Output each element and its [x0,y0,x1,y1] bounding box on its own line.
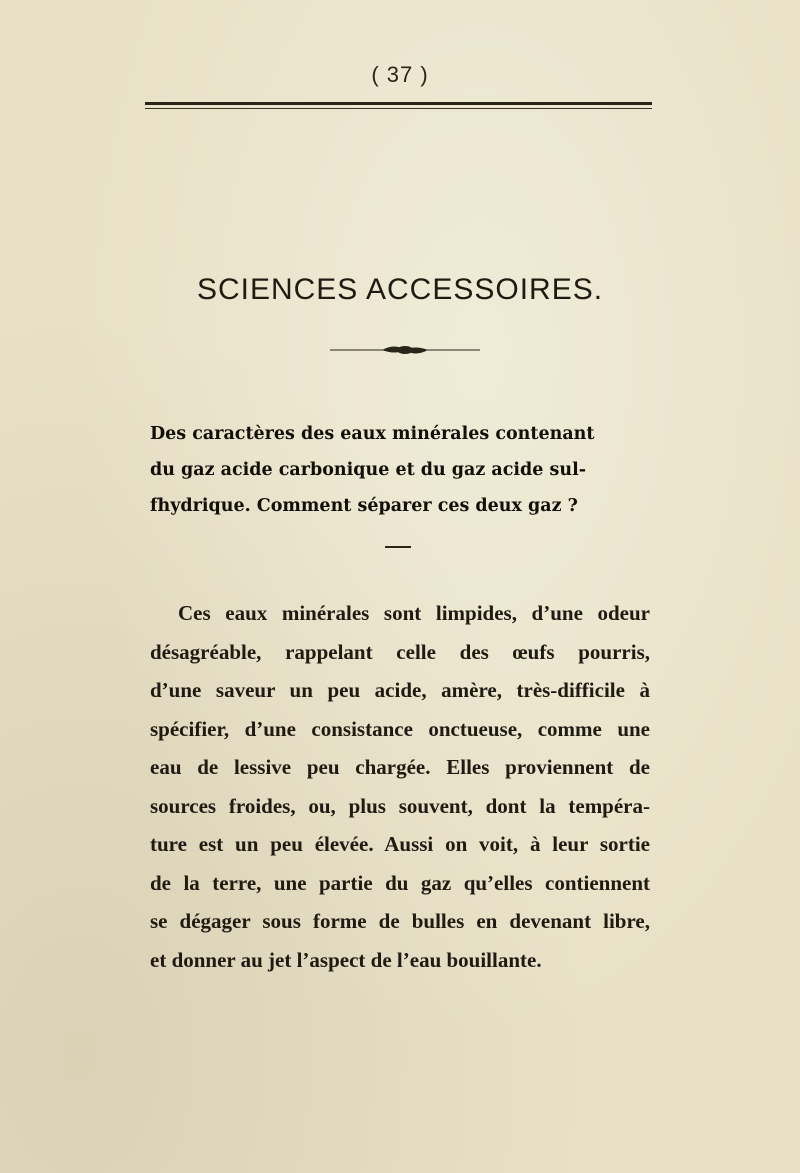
article-subtitle [150,416,650,524]
body-line: spécifier, d’une consistance onctueuse, comme une [150,716,650,741]
body-line: se dégager sous forme de bulles en devenant libre, [150,909,650,933]
ornament-divider [330,342,480,358]
body-line: désagréable, rappelant celle des œufs pourris, [150,639,650,664]
page-number: ( 37 ) [371,62,429,87]
body-line: Ces eaux minérales sont limpides, d’une odeur [178,601,650,625]
header-rule [145,102,652,105]
body-line: de la terre, une partie du gaz qu’elles contiennent [150,870,650,895]
section-title: SCIENCES ACCESSOIRES. [196,273,604,306]
body-line: eau de lessive peu chargée. Elles proviennent de [150,755,650,779]
subtitle-line: Des caractères des eaux minérales contenant [150,424,595,444]
short-dash-divider [385,546,411,548]
subtitle-line: du gaz acide carbonique et du gaz acide sul- [150,460,587,480]
body-line: et donner au jet l’aspect de l’eau bouillante. [150,947,542,972]
body-line: sources froides, ou, plus souvent, dont la tempéra- [150,793,650,818]
body-paragraph [150,594,650,979]
body-line: ture est un peu élevée. Aussi on voit, à leur sortie [150,832,650,856]
header-rule-thin [145,108,652,109]
body-line: d’une saveur un peu acide, amère, très-difficile à [150,678,650,702]
subtitle-line: fhydrique. Comment séparer ces deux gaz ? [150,496,578,516]
